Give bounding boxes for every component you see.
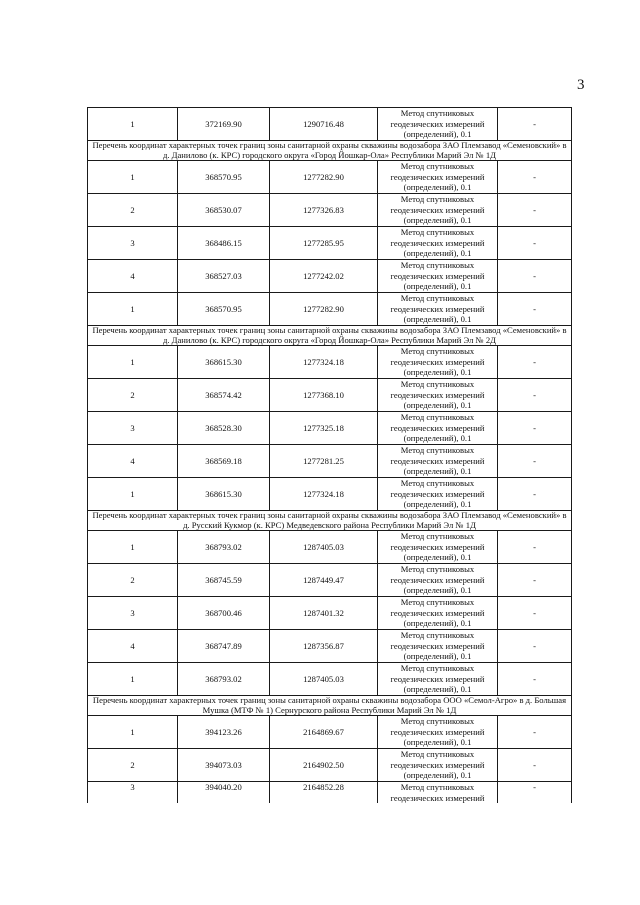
coordinate-y: 1277324.18	[270, 478, 378, 511]
section-caption-row	[88, 511, 572, 531]
table-row	[88, 346, 572, 379]
coordinate-y: 1287401.32	[270, 597, 378, 630]
error-cell: -	[498, 663, 572, 696]
method-cell: Метод спутниковых геодезических измерений (определений), 0.1	[378, 108, 498, 141]
error-cell: -	[498, 597, 572, 630]
error-cell: -	[498, 782, 572, 804]
point-number: 1	[88, 346, 178, 379]
section-caption: Перечень координат характерных точек границ зоны санитарной охраны скважины водозабора ЗАО Племзавод «Семеновский» в д. Данилово (к. КРС) городского округа «Город Йошкар-Ола» Республики Марий Эл № 1Д	[88, 141, 572, 161]
method-cell: Метод спутниковых геодезических измерений (определений), 0.1	[378, 749, 498, 782]
coordinate-y: 1287405.03	[270, 531, 378, 564]
coordinate-x: 368570.95	[178, 161, 270, 194]
error-cell: -	[498, 108, 572, 141]
error-cell: -	[498, 161, 572, 194]
error-cell: -	[498, 478, 572, 511]
point-number: 4	[88, 260, 178, 293]
method-cell: Метод спутниковых геодезических измерений (определений), 0.1	[378, 194, 498, 227]
section-caption-row	[88, 141, 572, 161]
point-number: 1	[88, 531, 178, 564]
coordinate-y: 2164852.28	[270, 782, 378, 804]
point-number: 1	[88, 716, 178, 749]
method-cell: Метод спутниковых геодезических измерений (определений), 0.1	[378, 597, 498, 630]
table-row	[88, 260, 572, 293]
table-row	[88, 412, 572, 445]
error-cell: -	[498, 749, 572, 782]
table-row	[88, 227, 572, 260]
coordinate-y: 1277326.83	[270, 194, 378, 227]
coordinate-y: 1290716.48	[270, 108, 378, 141]
section-caption: Перечень координат характерных точек границ зоны санитарной охраны скважины водозабора ЗАО Племзавод «Семеновский» в д. Данилово (к. КРС) городского округа «Город Йошкар-Ола» Республики Марий Эл № 2Д	[88, 326, 572, 346]
point-number: 2	[88, 194, 178, 227]
coordinate-y: 1277281.25	[270, 445, 378, 478]
coordinate-x: 372169.90	[178, 108, 270, 141]
coordinate-x: 368745.59	[178, 564, 270, 597]
coordinate-y: 1277368.10	[270, 379, 378, 412]
coordinate-y: 1277282.90	[270, 161, 378, 194]
point-number: 1	[88, 108, 178, 141]
method-cell: Метод спутниковых геодезических измерений (определений), 0.1	[378, 663, 498, 696]
coordinate-y: 1277325.18	[270, 412, 378, 445]
point-number: 3	[88, 227, 178, 260]
coordinate-x: 368615.30	[178, 478, 270, 511]
method-cell: Метод спутниковых геодезических измерений (определений), 0.1	[378, 630, 498, 663]
coordinate-y: 2164869.67	[270, 716, 378, 749]
error-cell: -	[498, 445, 572, 478]
coordinate-x: 368569.18	[178, 445, 270, 478]
error-cell: -	[498, 630, 572, 663]
error-cell: -	[498, 227, 572, 260]
table-row	[88, 716, 572, 749]
error-cell: -	[498, 531, 572, 564]
method-cell: Метод спутниковых геодезических измерений (определений), 0.1	[378, 293, 498, 326]
point-number: 1	[88, 478, 178, 511]
point-number: 3	[88, 412, 178, 445]
coordinate-x: 368570.95	[178, 293, 270, 326]
coordinate-y: 1287356.87	[270, 630, 378, 663]
table-row	[88, 108, 572, 141]
table-row	[88, 630, 572, 663]
coordinate-x: 368528.30	[178, 412, 270, 445]
coordinate-y: 1287449.47	[270, 564, 378, 597]
table-row	[88, 293, 572, 326]
point-number: 3	[88, 597, 178, 630]
error-cell: -	[498, 194, 572, 227]
method-cell: Метод спутниковых геодезических измерений (определений), 0.1	[378, 227, 498, 260]
coordinate-y: 2164902.50	[270, 749, 378, 782]
method-cell: Метод спутниковых геодезических измерений (определений), 0.1	[378, 379, 498, 412]
table-row	[88, 161, 572, 194]
section-caption: Перечень координат характерных точек границ зоны санитарной охраны скважины водозабора ЗАО Племзавод «Семеновский» в д. Русский Кукмор (к. КРС) Медведевского района Республики Марий Эл № 1Д	[88, 511, 572, 531]
coordinate-x: 368615.30	[178, 346, 270, 379]
point-number: 2	[88, 749, 178, 782]
point-number: 2	[88, 379, 178, 412]
coordinate-x: 394073.03	[178, 749, 270, 782]
method-cell: Метод спутниковых геодезических измерений	[378, 782, 498, 804]
coordinate-y: 1287405.03	[270, 663, 378, 696]
page-number: 3	[577, 77, 585, 93]
error-cell: -	[498, 412, 572, 445]
coordinate-x: 368793.02	[178, 663, 270, 696]
table-row	[88, 663, 572, 696]
method-cell: Метод спутниковых геодезических измерений (определений), 0.1	[378, 346, 498, 379]
table-row	[88, 194, 572, 227]
point-number: 3	[88, 782, 178, 804]
section-caption: Перечень координат характерных точек границ зоны санитарной охраны скважины водозабора ООО «Семол-Агро» в д. Большая Мушка (МТФ № 1) Сернурского района Республики Марий Эл № 1Д	[88, 696, 572, 716]
table-row	[88, 564, 572, 597]
point-number: 1	[88, 293, 178, 326]
method-cell: Метод спутниковых геодезических измерений (определений), 0.1	[378, 716, 498, 749]
table-row	[88, 379, 572, 412]
coordinate-x: 368527.03	[178, 260, 270, 293]
error-cell: -	[498, 564, 572, 597]
section-caption-row	[88, 696, 572, 716]
point-number: 4	[88, 445, 178, 478]
error-cell: -	[498, 346, 572, 379]
section-caption-row	[88, 326, 572, 346]
coordinate-x: 368530.07	[178, 194, 270, 227]
coordinate-x: 394123.26	[178, 716, 270, 749]
coordinate-x: 394040.20	[178, 782, 270, 804]
coordinate-y: 1277285.95	[270, 227, 378, 260]
table-row	[88, 478, 572, 511]
error-cell: -	[498, 260, 572, 293]
table-row	[88, 531, 572, 564]
table-row	[88, 749, 572, 782]
method-cell: Метод спутниковых геодезических измерений (определений), 0.1	[378, 445, 498, 478]
point-number: 2	[88, 564, 178, 597]
table-row	[88, 782, 572, 804]
coordinate-x: 368793.02	[178, 531, 270, 564]
coordinate-y: 1277282.90	[270, 293, 378, 326]
coordinate-x: 368486.15	[178, 227, 270, 260]
error-cell: -	[498, 293, 572, 326]
method-cell: Метод спутниковых геодезических измерений (определений), 0.1	[378, 260, 498, 293]
table-row	[88, 597, 572, 630]
error-cell: -	[498, 379, 572, 412]
coordinate-x: 368574.42	[178, 379, 270, 412]
method-cell: Метод спутниковых геодезических измерений (определений), 0.1	[378, 412, 498, 445]
point-number: 1	[88, 663, 178, 696]
coordinate-y: 1277242.02	[270, 260, 378, 293]
method-cell: Метод спутниковых геодезических измерений (определений), 0.1	[378, 478, 498, 511]
point-number: 4	[88, 630, 178, 663]
coordinate-x: 368747.89	[178, 630, 270, 663]
coordinate-y: 1277324.18	[270, 346, 378, 379]
method-cell: Метод спутниковых геодезических измерений (определений), 0.1	[378, 161, 498, 194]
coordinate-x: 368700.46	[178, 597, 270, 630]
method-cell: Метод спутниковых геодезических измерений (определений), 0.1	[378, 564, 498, 597]
table-row	[88, 445, 572, 478]
method-cell: Метод спутниковых геодезических измерений (определений), 0.1	[378, 531, 498, 564]
coordinates-table	[87, 107, 572, 803]
point-number: 1	[88, 161, 178, 194]
error-cell: -	[498, 716, 572, 749]
